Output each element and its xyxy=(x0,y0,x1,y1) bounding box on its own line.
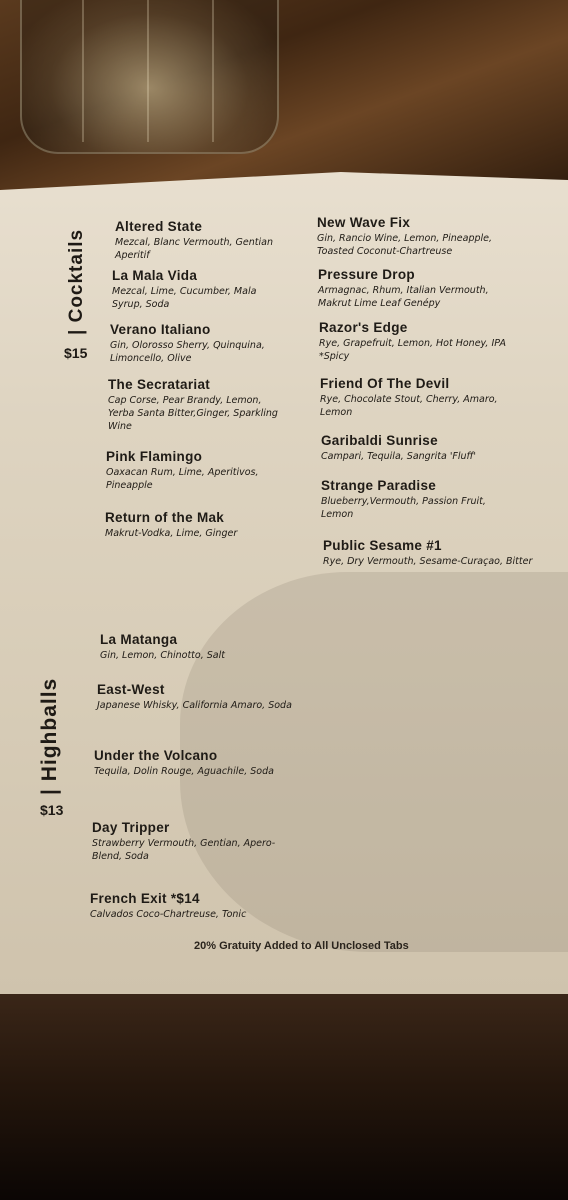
menu-item: Return of the Mak Makrut-Vodka, Lime, Ginger xyxy=(105,510,238,539)
highballs-price: $13 xyxy=(40,802,64,818)
menu-item: La Mala Vida Mezcal, Lime, Cucumber, Mala Syrup, Soda xyxy=(112,268,257,310)
menu-item: Strange Paradise Blueberry,Vermouth, Passion Fruit, Lemon xyxy=(321,478,486,520)
menu-item: Public Sesame #1 Rye, Dry Vermouth, Sesame-Curaçao, Bitter xyxy=(323,538,533,567)
menu-item: Under the Volcano Tequila, Dolin Rouge, Aguachile, Soda xyxy=(94,748,274,777)
glass-image xyxy=(20,0,279,154)
menu-item: La Matanga Gin, Lemon, Chinotto, Salt xyxy=(100,632,225,661)
menu-item: Day Tripper Strawberry Vermouth, Gentian, Apero-Blend, Soda xyxy=(92,820,276,862)
menu-item: Friend Of The Devil Rye, Chocolate Stout, Cherry, Amaro, Lemon xyxy=(320,376,498,418)
menu-item: Altered State Mezcal, Blanc Vermouth, Gentian Aperitif xyxy=(115,219,273,261)
menu-item: New Wave Fix Gin, Rancio Wine, Lemon, Pineapple, Toasted Coconut-Chartreuse xyxy=(317,215,493,257)
cocktails-section-title: | Cocktails xyxy=(66,228,87,335)
menu-item: East-West Japanese Whisky, California Amaro, Soda xyxy=(97,682,292,711)
gratuity-notice: 20% Gratuity Added to All Unclosed Tabs xyxy=(194,940,409,952)
menu-item: Pink Flamingo Oaxacan Rum, Lime, Aperitivos, Pineapple xyxy=(106,449,259,491)
menu-item: Pressure Drop Armagnac, Rhum, Italian Vermouth, Makrut Lime Leaf Genépy xyxy=(318,267,489,309)
menu-item: Verano Italiano Gin, Olorosso Sherry, Quinquina, Limoncello, Olive xyxy=(110,322,265,364)
dark-table-bottom xyxy=(0,994,568,1200)
menu-item: Garibaldi Sunrise Campari, Tequila, Sangrita 'Fluff' xyxy=(321,433,477,462)
menu-item: French Exit *$14 Calvados Coco-Chartreuse, Tonic xyxy=(90,891,247,920)
highballs-section-title: | Highballs xyxy=(38,677,61,795)
menu-item: The Secratariat Cap Corse, Pear Brandy, Lemon, Yerba Santa Bitter,Ginger, Sparkling Wine xyxy=(108,377,278,432)
menu-item: Razor's Edge Rye, Grapefruit, Lemon, Hot Honey, IPA *Spicy xyxy=(319,320,507,362)
cocktails-price: $15 xyxy=(64,345,88,361)
